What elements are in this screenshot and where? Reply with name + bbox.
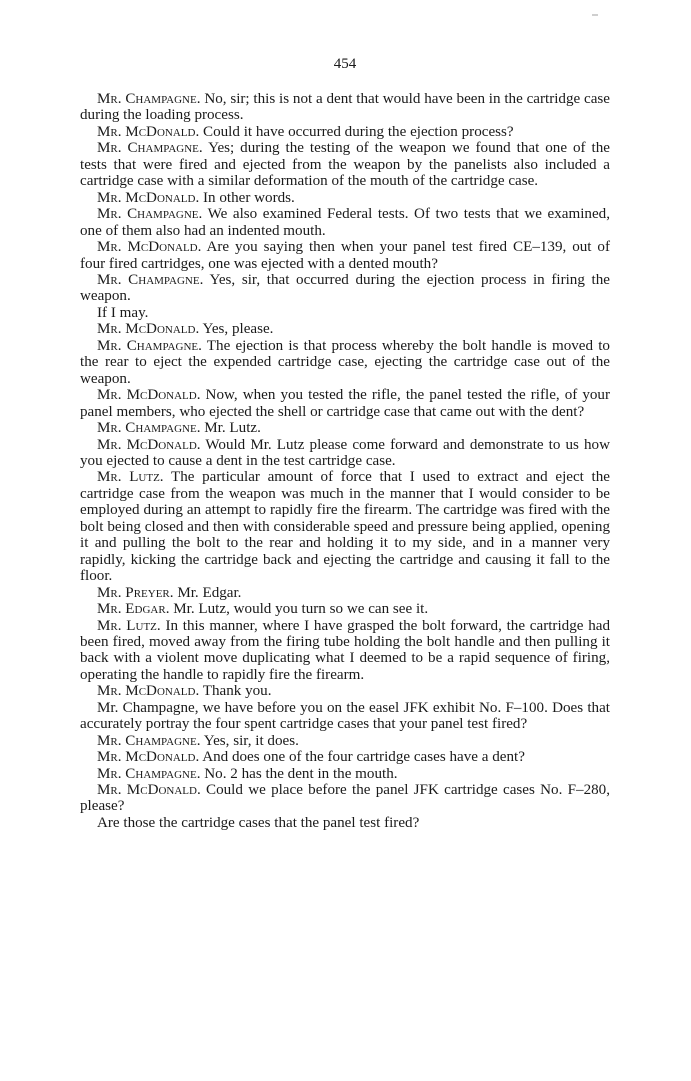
- speaker-name: Mr. McDonald.: [97, 387, 201, 404]
- paragraph-text: Could we place before the panel JFK cartridge cases No. F–280, please?: [80, 782, 610, 815]
- transcript-paragraph: [80, 733, 610, 749]
- speaker-name: Mr. McDonald.: [97, 436, 201, 453]
- transcript-paragraph: [80, 305, 610, 321]
- speaker-name: Mr. Champagne.: [97, 206, 203, 223]
- transcript-body: [80, 91, 610, 831]
- transcript-paragraph: [80, 239, 610, 272]
- speaker-name: Mr. Lutz.: [97, 469, 164, 486]
- page-number: 454: [333, 56, 357, 72]
- paragraph-text: Yes; during the testing of the weapon we found that one of the tests that were fired and ejected from the weapon by the panelists also included a cartridge case with a similar deformation of the mouth of the cartridge case.: [80, 140, 610, 190]
- paragraph-text: Mr. Lutz, would you turn so we can see it.: [173, 601, 429, 618]
- paragraph-text: Could it have occurred during the ejection process?: [203, 123, 514, 140]
- transcript-paragraph: [80, 272, 610, 305]
- transcript-paragraph: [80, 437, 610, 470]
- transcript-paragraph: [80, 700, 610, 733]
- transcript-paragraph: [80, 387, 610, 420]
- speaker-name: Mr. Champagne.: [97, 337, 202, 354]
- paragraph-text: The particular amount of force that I used to extract and eject the cartridge case from the weapon was much in the manner that I would consider to be employed during an attempt to rapidly fire the firearm. The cartridge was fired with the bolt being closed and then with considerable speed and pressure being applied, opening it and pulling the bolt to the rear and holding it to my side, and in a manner very rapidly, kicking the cartridge back and ejecting the cartridge and causing it fall to the floor.: [80, 469, 610, 585]
- transcript-paragraph: [80, 91, 610, 124]
- speaker-name: Mr. Champagne.: [97, 91, 201, 107]
- transcript-paragraph: [80, 140, 610, 189]
- speaker-name: Mr. Edgar.: [97, 601, 170, 618]
- speaker-name: Mr. Preyer.: [97, 584, 174, 601]
- transcript-paragraph: [80, 124, 610, 140]
- transcript-paragraph: [80, 190, 610, 206]
- speaker-name: Mr. McDonald.: [97, 749, 200, 766]
- transcript-paragraph: [80, 766, 610, 782]
- speaker-name: Mr. Champagne.: [97, 732, 201, 749]
- speaker-name: Mr. Champagne.: [97, 140, 203, 157]
- paragraph-text: Yes, sir, it does.: [203, 732, 299, 749]
- speaker-name: Mr. Champagne.: [97, 420, 201, 437]
- paragraph-text: Would Mr. Lutz please come forward and demonstrate to us how you ejected to cause a dent in the test cartridge case.: [80, 436, 610, 469]
- transcript-paragraph: [80, 206, 610, 239]
- speaker-name: Mr. McDonald.: [97, 189, 200, 206]
- paragraph-text: Thank you.: [202, 683, 272, 700]
- paragraph-text: Are those the cartridge cases that the panel test fired?: [97, 814, 420, 831]
- transcript-paragraph: [80, 618, 610, 684]
- transcript-paragraph: [80, 338, 610, 387]
- paragraph-text: Mr. Lutz.: [204, 420, 261, 437]
- transcript-paragraph: [80, 585, 610, 601]
- paragraph-text: And does one of the four cartridge cases have a dent?: [202, 749, 525, 766]
- transcript-paragraph: [80, 749, 610, 765]
- paragraph-text: No, sir; this is not a dent that would have been in the cartridge case during the loading process.: [80, 91, 610, 124]
- paragraph-text: Now, when you tested the rifle, the panel tested the rifle, of your panel members, who ejected the shell or cartridge case that came out with the dent?: [80, 387, 610, 420]
- speaker-name: Mr. Lutz.: [97, 617, 161, 634]
- speaker-name: Mr. McDonald.: [97, 123, 200, 140]
- paragraph-text: Yes, please.: [202, 321, 274, 338]
- transcript-paragraph: [80, 815, 610, 831]
- speaker-name: Mr. Champagne.: [97, 271, 204, 288]
- transcript-paragraph: [80, 683, 610, 699]
- paragraph-text: Yes, sir, that occurred during the ejection process in firing the weapon.: [80, 271, 610, 305]
- transcript-paragraph: [80, 601, 610, 617]
- speaker-name: Mr. McDonald.: [97, 239, 202, 256]
- paragraph-text: In this manner, where I have grasped the bolt forward, the cartridge had been fired, moved away from the firing tube holding the bolt handle and then pulling it back with a violent move duplicating what I deemed to be a rapid sequence of firing, operating the handle to rapidly fire the firearm.: [80, 617, 610, 683]
- paragraph-text: Mr. Edgar.: [177, 584, 242, 601]
- paragraph-text: Are you saying then when your panel test fired CE–139, out of four fired cartridges, one was ejected with a dented mouth?: [80, 239, 610, 272]
- speaker-name: Mr. McDonald.: [97, 782, 201, 799]
- transcript-paragraph: [80, 469, 610, 584]
- transcript-paragraph: [80, 782, 610, 815]
- paragraph-text: The ejection is that process whereby the bolt handle is moved to the rear to eject the expended cartridge case, ejecting the cartridge case out of the weapon.: [80, 337, 610, 387]
- paragraph-text: No. 2 has the dent in the mouth.: [204, 765, 398, 782]
- transcript-page: [80, 56, 610, 831]
- scan-mark: [592, 14, 598, 16]
- paragraph-text: In other words.: [203, 189, 295, 206]
- speaker-name: Mr. McDonald.: [97, 321, 200, 338]
- paragraph-text: If I may.: [97, 304, 149, 321]
- transcript-paragraph: [80, 420, 610, 436]
- speaker-name: Mr. McDonald.: [97, 683, 200, 700]
- paragraph-text: Mr. Champagne, we have before you on the easel JFK exhibit No. F–100. Does that accurately portray the four spent cartridge cases that your panel test fired?: [80, 699, 610, 733]
- transcript-paragraph: [80, 321, 610, 337]
- paragraph-text: We also examined Federal tests. Of two tests that we examined, one of them also had an indented mouth.: [80, 206, 610, 239]
- speaker-name: Mr. Champagne.: [97, 765, 201, 782]
